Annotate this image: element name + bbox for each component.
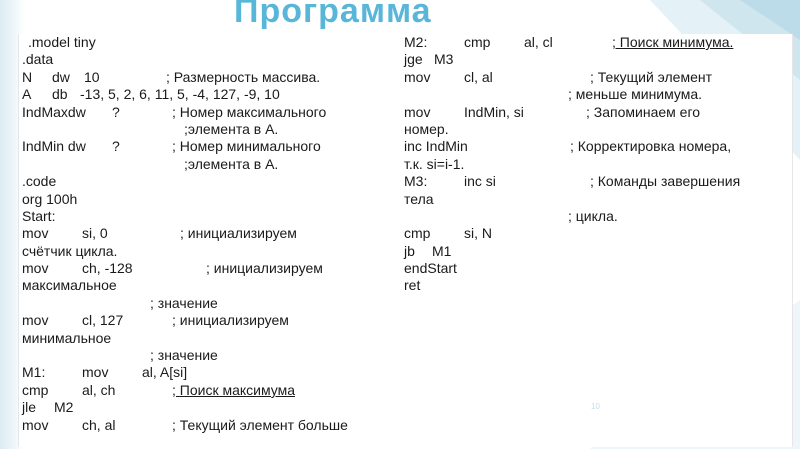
code-comment: ; Корректировка номера, — [570, 138, 732, 155]
code-token: cl, 127 — [82, 312, 124, 329]
code-comment: ; цикла. — [568, 207, 618, 224]
code-token: mov — [82, 364, 109, 381]
code-line — [404, 225, 784, 242]
code-line — [404, 104, 784, 121]
code-token: тела — [404, 190, 434, 207]
code-comment: ; Команды завершения — [590, 173, 741, 190]
code-token: inc IndMin — [404, 138, 468, 155]
code-token: счётчик цикла. — [22, 242, 118, 259]
code-token: mov — [404, 103, 431, 120]
code-comment: ; Номер максимального — [172, 103, 327, 120]
code-line — [404, 51, 784, 68]
code-token: M2: — [404, 34, 428, 50]
code-token: IndMin, si — [464, 103, 524, 120]
code-comment: ; Текущий элемент — [590, 68, 713, 85]
code-token: Start: — [22, 207, 56, 224]
code-comment: ; Запоминаем его — [586, 103, 701, 120]
code-comment: ; значение — [150, 347, 218, 364]
code-line — [22, 173, 394, 190]
code-comment: ; Поиск максимума — [172, 381, 296, 398]
code-token: .code — [22, 173, 57, 190]
code-line — [404, 121, 784, 138]
code-token: al, ch — [82, 381, 116, 398]
code-token: M3 — [434, 51, 454, 68]
code-token: ret — [404, 277, 421, 294]
code-line — [404, 260, 784, 277]
code-line — [22, 156, 394, 173]
code-token: M1 — [432, 242, 452, 259]
code-line — [22, 364, 394, 381]
code-line — [22, 51, 394, 68]
code-comment: ; меньше минимума. — [568, 86, 703, 103]
code-line — [22, 399, 394, 416]
code-line — [22, 225, 394, 242]
code-line — [404, 86, 784, 103]
code-line — [22, 347, 394, 364]
code-token: cl, al — [464, 68, 493, 85]
code-line — [22, 104, 394, 121]
code-line — [22, 86, 394, 103]
code-line — [404, 173, 784, 190]
code-token: т.к. si=i-1. — [404, 155, 465, 172]
code-token: -13, 5, 2, 6, 11, 5, -4, 127, -9, 10 — [80, 86, 280, 103]
code-line — [22, 138, 394, 155]
code-token: M3: — [404, 173, 428, 190]
code-token: 10 — [84, 68, 100, 85]
code-token: M2 — [54, 399, 74, 416]
code-comment: ; Размерность массива. — [166, 68, 321, 85]
code-token: si, N — [464, 225, 492, 242]
code-token: endStart — [404, 260, 457, 277]
code-line — [22, 295, 394, 312]
code-token: максимальное — [22, 277, 117, 294]
code-line — [404, 156, 784, 173]
code-token: db — [52, 86, 68, 103]
code-token: ch, -128 — [82, 260, 133, 277]
code-line — [22, 260, 394, 277]
code-comment: ; инициализируем — [172, 312, 289, 329]
code-token: jb — [404, 242, 415, 259]
code-token: inc si — [464, 173, 496, 190]
code-line — [22, 312, 394, 329]
code-token: mov — [22, 416, 49, 433]
code-comment: ; инициализируем — [206, 260, 323, 277]
code-line — [22, 417, 394, 434]
code-comment: ; значение — [150, 294, 218, 311]
code-line — [22, 69, 394, 86]
code-line — [404, 208, 784, 225]
code-comment: ;элемента в А. — [184, 120, 279, 137]
code-token: dw — [52, 68, 70, 85]
code-line — [404, 69, 784, 86]
code-token: ? — [112, 138, 120, 155]
code-line — [22, 191, 394, 208]
code-comment: ; инициализируем — [180, 225, 297, 242]
code-token: минимальное — [22, 329, 112, 346]
left-code-column — [22, 34, 394, 434]
code-token: si, 0 — [82, 225, 108, 242]
code-token: al, cl — [524, 34, 553, 50]
code-token: mov — [404, 68, 431, 85]
code-token: .model tiny — [28, 34, 96, 50]
right-code-column — [404, 34, 784, 295]
page-number: 10 — [591, 402, 600, 411]
code-token: cmp — [464, 34, 491, 50]
code-token: номер. — [404, 120, 449, 137]
code-token: A — [22, 86, 32, 103]
code-token: N — [22, 68, 33, 85]
code-token: M1: — [22, 364, 46, 381]
code-token: cmp — [404, 225, 431, 242]
code-token: IndMaxdw — [22, 103, 86, 120]
code-line — [404, 138, 784, 155]
code-line — [404, 277, 784, 294]
code-token: mov — [22, 312, 49, 329]
code-token: jge — [404, 51, 423, 68]
code-line — [404, 191, 784, 208]
code-token: mov — [22, 260, 49, 277]
code-token: ch, al — [82, 416, 116, 433]
code-token: cmp — [22, 381, 49, 398]
code-line — [22, 208, 394, 225]
code-token: .data — [22, 51, 54, 68]
code-comment: ;элемента в А. — [184, 155, 279, 172]
code-line — [22, 382, 394, 399]
code-token: org 100h — [22, 190, 78, 207]
code-comment: ; Номер минимального — [172, 138, 321, 155]
code-token: al, A[si] — [142, 364, 188, 381]
code-line — [22, 277, 394, 294]
code-line — [22, 121, 394, 138]
code-token: jle — [22, 399, 37, 416]
code-comment: ; Поиск минимума. — [612, 34, 734, 50]
code-token: mov — [22, 225, 49, 242]
code-line — [22, 34, 394, 51]
code-line — [404, 243, 784, 260]
code-line — [22, 330, 394, 347]
code-line — [404, 34, 784, 51]
code-token: IndMin dw — [22, 138, 86, 155]
code-line — [22, 243, 394, 260]
code-token: ? — [112, 103, 120, 120]
code-comment: ; Текущий элемент больше — [172, 416, 348, 433]
slide-title: Программа — [234, 0, 432, 30]
